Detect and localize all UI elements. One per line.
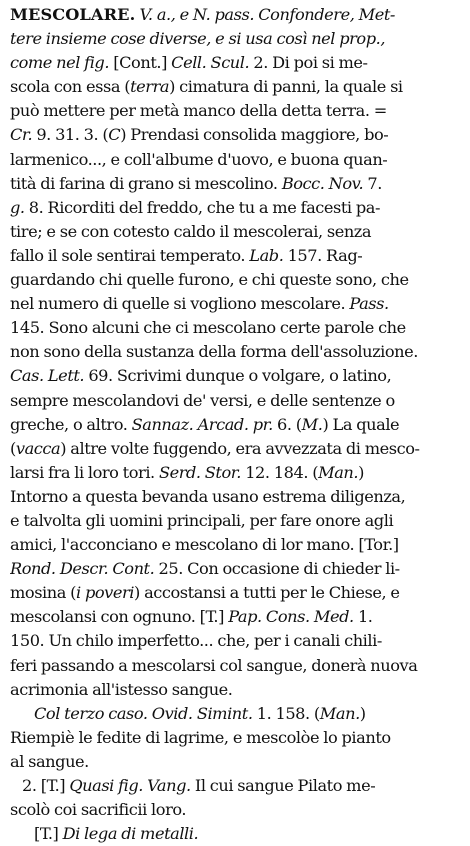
body-text: 25. Con occasione di chieder li-: [154, 559, 400, 579]
entry-line-34: [10, 822, 460, 846]
entry-line-23: [10, 557, 460, 581]
entry-line-31: [10, 750, 460, 774]
body-text: 6. (: [272, 414, 302, 434]
body-text: 145. Sono alcuni che ci mescolano certe parole che: [10, 318, 406, 338]
body-text: mosina (: [10, 583, 77, 603]
entry-line-16: [10, 389, 460, 413]
citation-text: come nel fig.: [10, 53, 110, 73]
citation-text: Quasi fig. Vang.: [69, 776, 191, 795]
entry-line-10: [10, 244, 460, 268]
citation-text: Cell. Scul.: [171, 53, 250, 73]
body-text: ) Prendasi consolida maggiore, bo-: [120, 125, 389, 145]
entry-line-33: [10, 798, 460, 822]
body-text: ): [359, 703, 366, 723]
citation-text: terra: [130, 77, 170, 97]
entry-line-20: [10, 485, 460, 509]
body-text: tire; e se con cotesto caldo il mescolerai, senza: [10, 221, 372, 241]
body-text: ) accostansi a tutti per le Chiese, e: [134, 583, 400, 603]
citation-text: Pass.: [349, 294, 389, 314]
body-text: tità di farina di grano si mescolino.: [10, 173, 282, 193]
body-text: 2. [T.]: [22, 776, 70, 795]
body-text: [Cont.]: [109, 53, 172, 73]
entry-line-5: [10, 123, 460, 147]
entry-line-24: [10, 581, 460, 605]
body-text: Riempiè le fedite di lagrime, e mescolòe lo pianto: [10, 727, 391, 747]
body-text: nel numero di quelle si vogliono mescolare.: [10, 294, 350, 314]
body-text: 12. 184. (: [241, 462, 319, 482]
citation-text: Di lega di metalli.: [62, 824, 199, 844]
citation-text: M.: [301, 414, 323, 434]
body-text: Il cui sangue Pilato me-: [190, 776, 376, 795]
citation-text: Man.: [319, 703, 360, 723]
body-text: guardando chi quelle furono, e chi queste sono, che: [10, 270, 409, 290]
citation-text: Col terzo caso. Ovid. Simint.: [34, 703, 253, 723]
body-text: amici, l'acconciano e mescolano di lor mano. [Tor.]: [10, 535, 399, 555]
citation-text: i poveri: [76, 583, 135, 603]
citation-text: Rond. Descr. Cont.: [10, 559, 155, 579]
entry-line-3: [10, 75, 460, 99]
body-text: 8. Ricorditi del freddo, che tu a me facesti pa-: [24, 197, 380, 217]
entry-line-26: [10, 629, 460, 653]
body-text: ) altre volte fuggendo, era avvezzata di mesco-: [60, 438, 420, 458]
citation-text: C: [108, 125, 121, 145]
entry-line-19: [10, 461, 460, 485]
entry-line-18: [10, 437, 460, 461]
body-text: scola con essa (: [10, 77, 131, 97]
body-text: 150. Un chilo imperfetto... che, per i canali chili-: [10, 631, 382, 651]
entry-line-8: [10, 196, 460, 220]
body-text: larsi fra li loro tori.: [10, 462, 159, 482]
entry-line-2: [10, 51, 460, 75]
body-text: 157. Rag-: [283, 245, 363, 265]
body-text: al sangue.: [10, 751, 89, 771]
body-text: sempre mescolandovi de' versi, e delle sentenze o: [10, 390, 395, 410]
body-text: mescolansi con ognuno. [T.]: [10, 607, 229, 627]
citation-text: Sannaz. Arcad. pr.: [131, 414, 273, 434]
body-text: acrimonia all'istesso sangue.: [10, 679, 233, 699]
citation-text: Cas. Lett.: [10, 366, 85, 386]
body-text: 1.: [353, 607, 373, 627]
body-text: [T.]: [34, 824, 63, 844]
body-text: greche, o altro.: [10, 414, 132, 434]
citation-text: V. a., e N. pass. Confondere, Met-: [139, 5, 395, 24]
body-text: scolò coi sacrificii loro.: [10, 800, 187, 820]
body-text: ) La quale: [322, 414, 400, 434]
entry-line-4: [10, 99, 460, 123]
entry-line-29: [10, 702, 460, 726]
body-text: ) cimatura di panni, la quale si: [169, 77, 403, 97]
entry-line-13: [10, 316, 460, 340]
entry-line-9: [10, 220, 460, 244]
citation-text: tere insieme cose diverse, e si usa così nel prop.,: [10, 29, 386, 49]
body-text: 69. Scrivimi dunque o volgare, o latino,: [84, 366, 392, 386]
entry-line-17: [10, 413, 460, 437]
entry-line-25: [10, 605, 460, 629]
body-text: 2. Di poi si me-: [249, 53, 368, 73]
entry-line-32: [10, 774, 460, 798]
entry-line-6: [10, 148, 460, 172]
entry-line-22: [10, 533, 460, 557]
body-text: 9. 31. 3. (: [32, 125, 109, 145]
body-text: Intorno a questa bevanda usano estrema diligenza,: [10, 486, 406, 506]
citation-text: Serd. Stor.: [158, 462, 241, 482]
citation-text: Man.: [318, 462, 359, 482]
entry-line-11: [10, 268, 460, 292]
citation-text: Cr.: [10, 125, 33, 145]
entry-line-21: [10, 509, 460, 533]
entry-line-1: [10, 27, 460, 51]
entry-line-27: [10, 654, 460, 678]
body-text: 1. 158. (: [252, 703, 320, 723]
citation-text: Bocc. Nov.: [281, 173, 364, 193]
entry-line-12: [10, 292, 460, 316]
entry-line-7: [10, 172, 460, 196]
body-text: può mettere per metà manco della detta terra. =: [10, 101, 387, 121]
entry-line-28: [10, 678, 460, 702]
body-text: 7.: [363, 173, 382, 193]
entry-line-14: [10, 340, 460, 364]
body-text: feri passando a mescolarsi col sangue, donerà nuova: [10, 655, 418, 675]
citation-text: Pap. Cons. Med.: [228, 607, 354, 627]
headword: MESCOLARE.: [10, 5, 136, 24]
entry-line-30: [10, 726, 460, 750]
body-text: fallo il sole sentirai temperato.: [10, 245, 250, 265]
citation-text: g.: [10, 197, 25, 217]
entry-line-0-rest: [140, 5, 395, 24]
body-text: e talvolta gli uomini principali, per fare onore agli: [10, 510, 394, 530]
citation-text: vacca: [15, 438, 61, 458]
citation-text: Lab.: [249, 245, 284, 265]
body-text: ): [358, 462, 364, 482]
entry-line-0: [10, 3, 460, 27]
entry-line-15: [10, 364, 460, 388]
body-text: non sono della sustanza della forma dell'assoluzione.: [10, 342, 418, 362]
body-text: (: [10, 438, 16, 458]
body-text: larmenico..., e coll'albume d'uovo, e buona quan-: [10, 149, 388, 169]
